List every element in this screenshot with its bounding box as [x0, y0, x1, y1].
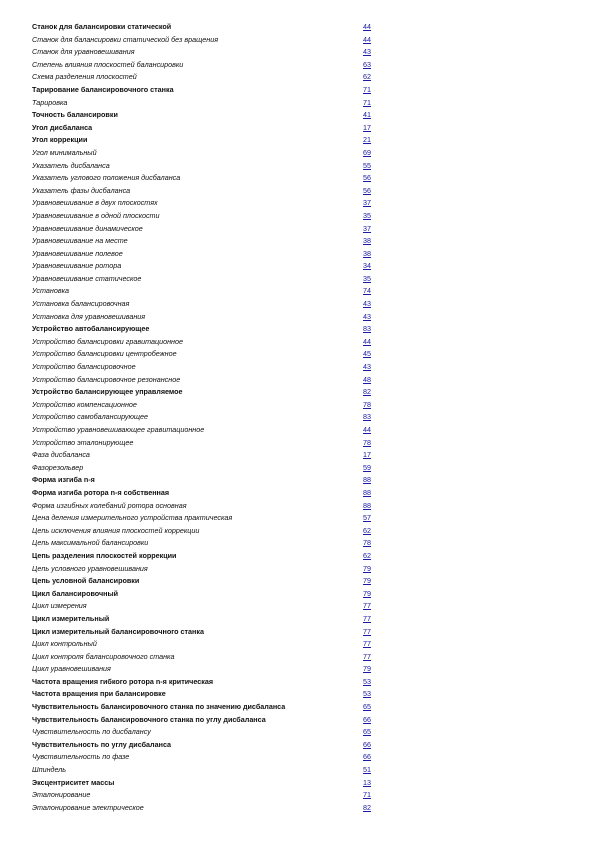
- index-term: Чувствительность балансировочного станка по углу дисбаланса: [32, 714, 266, 724]
- index-term: Цикл измерительный: [32, 613, 110, 623]
- index-term: Фазорезольвер: [32, 462, 84, 472]
- index-entry: [32, 588, 377, 601]
- page-number-link[interactable]: 71: [363, 84, 371, 94]
- index-entry: [32, 789, 377, 802]
- page-number-link[interactable]: 38: [363, 236, 371, 246]
- index-entry: [32, 97, 377, 110]
- index-term: Устройство уравновешивающее гравитационное: [32, 425, 205, 434]
- index-entry: [32, 323, 377, 336]
- page-number-link[interactable]: 35: [363, 210, 371, 220]
- page-number-link[interactable]: 78: [363, 399, 371, 409]
- index-entry: [32, 512, 377, 525]
- index-entry: [32, 802, 377, 815]
- index-entry: [32, 185, 377, 198]
- index-entry: [32, 626, 377, 639]
- index-term: Устройство эталонирующее: [32, 437, 134, 447]
- index-term: Тарировка: [32, 97, 68, 107]
- page-number-link[interactable]: 83: [363, 324, 371, 334]
- index-entry: [32, 714, 377, 727]
- page-number-link[interactable]: 62: [363, 550, 371, 560]
- index-entry: [32, 59, 377, 72]
- index-entry: [32, 84, 377, 97]
- index-term: Точность балансировки: [32, 110, 118, 120]
- index-entry: [32, 676, 377, 689]
- index-entry: [32, 726, 377, 739]
- index-entry: [32, 550, 377, 563]
- index-term: Цикл измерительный балансировочного станка: [32, 626, 204, 636]
- index-entry: [32, 122, 377, 135]
- index-entry: [32, 764, 377, 777]
- index-list: [32, 21, 377, 814]
- page-number-link[interactable]: 44: [363, 336, 371, 346]
- index-term: Устройство компенсационное: [32, 399, 137, 409]
- index-entry: [32, 474, 377, 487]
- index-entry: [32, 260, 377, 273]
- index-entry: [32, 777, 377, 790]
- index-entry: [32, 411, 377, 424]
- index-entry: [32, 210, 377, 223]
- index-term: Эталонирование электрическое: [32, 802, 144, 812]
- page-number-link[interactable]: 71: [363, 97, 371, 107]
- page-number-link[interactable]: 57: [363, 513, 371, 523]
- page-number-link[interactable]: 88: [363, 475, 371, 485]
- index-term: Установка балансировочная: [32, 299, 130, 309]
- page-number-link[interactable]: 62: [363, 72, 371, 82]
- index-entry: [32, 525, 377, 538]
- page-number-link[interactable]: 21: [363, 135, 371, 145]
- index-entry: [32, 424, 377, 437]
- index-term: Указатель фазы дисбаланса: [32, 185, 131, 195]
- index-term: Угол дисбаланса: [32, 122, 93, 132]
- index-term: Устройство балансировки центробежное: [32, 349, 177, 359]
- index-entry: [32, 34, 377, 47]
- index-term: Цикл балансировочный: [32, 588, 119, 598]
- index-term: Уравновешивание на месте: [32, 236, 128, 246]
- index-term: Эталонирование: [32, 790, 91, 800]
- page-number-link[interactable]: 38: [363, 248, 371, 258]
- page-number-link[interactable]: 17: [363, 122, 371, 132]
- index-entry: [32, 688, 377, 701]
- index-term: Угол коррекции: [32, 135, 88, 145]
- index-entry: [32, 399, 377, 412]
- index-entry: [32, 600, 377, 613]
- page-number-link[interactable]: 79: [363, 563, 371, 573]
- page-number-link[interactable]: 71: [363, 790, 371, 800]
- page-number-link[interactable]: 17: [363, 450, 371, 460]
- page-number-link[interactable]: 69: [363, 147, 371, 157]
- page-number-link[interactable]: 37: [363, 223, 371, 233]
- index-term: Устройство балансировки гравитационное: [32, 336, 183, 346]
- index-term: Станок для уравновешивания: [32, 47, 135, 57]
- page-number-link[interactable]: 56: [363, 185, 371, 195]
- page-number-link[interactable]: 83: [363, 412, 371, 422]
- page-number-link[interactable]: 66: [363, 714, 371, 724]
- index-entry: [32, 638, 377, 651]
- index-term: Уравновешивание динамическое: [32, 223, 143, 233]
- index-term: Чувствительность по дисбалансу: [32, 727, 151, 737]
- index-entry: [32, 739, 377, 752]
- index-entry: [32, 462, 377, 475]
- index-entry: [32, 361, 377, 374]
- page-number-link[interactable]: 62: [363, 525, 371, 535]
- index-term: Цепь разделения плоскостей коррекции: [32, 550, 177, 560]
- page-number-link[interactable]: 78: [363, 437, 371, 447]
- page-number-link[interactable]: 79: [363, 588, 371, 598]
- index-entry: [32, 223, 377, 236]
- page-number-link[interactable]: 44: [363, 425, 371, 434]
- index-entry: [32, 449, 377, 462]
- index-entry: [32, 197, 377, 210]
- page-number-link[interactable]: 78: [363, 538, 371, 548]
- page-number-link[interactable]: 53: [363, 689, 371, 699]
- page-number-link[interactable]: 77: [363, 639, 371, 649]
- index-entry: [32, 21, 377, 34]
- index-term: Чувствительность по углу дисбаланса: [32, 739, 172, 749]
- index-term: Указатель углового положения дисбаланса: [32, 173, 181, 183]
- page-number-link[interactable]: 44: [363, 22, 371, 31]
- index-term: Цикл уравновешивания: [32, 664, 111, 674]
- page-number-link[interactable]: 65: [363, 727, 371, 737]
- page-number-link[interactable]: 44: [363, 34, 371, 44]
- page-number-link[interactable]: 43: [363, 362, 371, 372]
- index-term: Тарирование балансировочного станка: [32, 84, 174, 94]
- page-number-link[interactable]: 77: [363, 651, 371, 661]
- page-number-link[interactable]: 41: [363, 110, 371, 120]
- index-term: Цена деления измерительного устройства практическая: [32, 513, 233, 523]
- index-entry: [32, 437, 377, 450]
- index-entry: [32, 235, 377, 248]
- index-term: Уравновешивание ротора: [32, 261, 122, 271]
- page-number-link[interactable]: 79: [363, 664, 371, 674]
- index-term: Цепь исключения влияния плоскостей коррекции: [32, 525, 200, 535]
- index-term: Станок для балансировки статической без вращения: [32, 34, 219, 44]
- index-term: Схема разделения плоскостей: [32, 72, 137, 82]
- page-number-link[interactable]: 66: [363, 739, 371, 749]
- index-term: Форма изгибных колебаний ротора основная: [32, 500, 187, 510]
- page-number-link[interactable]: 59: [363, 462, 371, 472]
- index-term: Устройство балансировочное: [32, 362, 136, 372]
- index-term: Цикл измерения: [32, 601, 87, 611]
- index-term: Фаза дисбаланса: [32, 450, 90, 460]
- page-number-link[interactable]: 88: [363, 487, 371, 497]
- page-number-link[interactable]: 56: [363, 173, 371, 183]
- index-term: Указатель дисбаланса: [32, 160, 110, 170]
- index-entry: [32, 386, 377, 399]
- page-number-link[interactable]: 77: [363, 626, 371, 636]
- index-entry: [32, 751, 377, 764]
- index-entry: [32, 46, 377, 59]
- page-number-link[interactable]: 13: [363, 777, 371, 787]
- index-entry: [32, 348, 377, 361]
- index-term: Чувствительность балансировочного станка по значению дисбаланса: [32, 702, 286, 712]
- index-entry: [32, 248, 377, 261]
- page-number-link[interactable]: 37: [363, 198, 371, 208]
- page-number-link[interactable]: 53: [363, 676, 371, 686]
- index-term: Устройство балансирующее управляемое: [32, 387, 183, 397]
- index-entry: [32, 613, 377, 626]
- page-number-link[interactable]: 88: [363, 500, 371, 510]
- index-entry: [32, 575, 377, 588]
- index-term: Устройство балансировочное резонансное: [32, 374, 181, 384]
- index-term: Уравновешивание полевое: [32, 248, 123, 258]
- page-number-link[interactable]: 48: [363, 374, 371, 384]
- page-number-link[interactable]: 65: [363, 702, 371, 712]
- index-entry: [32, 701, 377, 714]
- page-number-link[interactable]: 82: [363, 387, 371, 397]
- page-number-link[interactable]: 45: [363, 349, 371, 359]
- index-term: Форма изгиба n-я: [32, 475, 95, 485]
- index-entry: [32, 663, 377, 676]
- index-term: Шпиндель: [32, 765, 67, 775]
- index-term: Угол минимальный: [32, 147, 97, 157]
- page-number-link[interactable]: 55: [363, 160, 371, 170]
- index-term: Уравновешивание в двух плоскостях: [32, 198, 158, 208]
- index-term: Частота вращения при балансировке: [32, 689, 166, 699]
- index-term: Степень влияния плоскостей балансировки: [32, 59, 184, 69]
- index-entry: [32, 651, 377, 664]
- index-entry: [32, 285, 377, 298]
- index-entry: [32, 537, 377, 550]
- index-term: Устройство самобалансирующее: [32, 412, 149, 422]
- index-term: Цикл контроля балансировочного станка: [32, 651, 175, 661]
- index-entry: [32, 500, 377, 513]
- index-entry: [32, 147, 377, 160]
- index-entry: [32, 311, 377, 324]
- index-entry: [32, 374, 377, 387]
- index-term: Цепь условной балансировки: [32, 576, 140, 586]
- page-number-link[interactable]: 35: [363, 273, 371, 283]
- index-term: Форма изгиба ротора n-я собственная: [32, 487, 170, 497]
- page-number-link[interactable]: 43: [363, 47, 371, 57]
- index-entry: [32, 563, 377, 576]
- page-number-link[interactable]: 79: [363, 576, 371, 586]
- index-entry: [32, 273, 377, 286]
- index-term: Цепь условного уравновешивания: [32, 563, 148, 573]
- index-term: Уравновешивание статическое: [32, 273, 142, 283]
- index-term: Цепь максимальной балансировки: [32, 538, 149, 548]
- page-number-link[interactable]: 43: [363, 299, 371, 309]
- page-number-link[interactable]: 77: [363, 601, 371, 611]
- index-term: Эксцентриситет массы: [32, 777, 115, 787]
- page-number-link[interactable]: 74: [363, 286, 371, 296]
- page-number-link[interactable]: 82: [363, 802, 371, 812]
- index-entry: [32, 109, 377, 122]
- index-entry: [32, 71, 377, 84]
- index-entry: [32, 172, 377, 185]
- index-term: Устройство автобалансирующее: [32, 324, 150, 334]
- page-number-link[interactable]: 51: [363, 765, 371, 775]
- index-term: Станок для балансировки статической: [32, 22, 172, 31]
- index-term: Установка для уравновешивания: [32, 311, 146, 321]
- page-number-link[interactable]: 77: [363, 613, 371, 623]
- page-number-link[interactable]: 66: [363, 752, 371, 762]
- index-term: Частота вращения гибкого ротора n-я критическая: [32, 676, 214, 686]
- index-entry: [32, 134, 377, 147]
- index-entry: [32, 298, 377, 311]
- index-term: Установка: [32, 286, 70, 296]
- index-entry: [32, 487, 377, 500]
- page-number-link[interactable]: 63: [363, 59, 371, 69]
- page-number-link[interactable]: 34: [363, 261, 371, 271]
- index-entry: [32, 336, 377, 349]
- index-term: Цикл контрольный: [32, 639, 97, 649]
- index-term: Чувствительность по фазе: [32, 752, 130, 762]
- index-term: Уравновешивание в одной плоскости: [32, 210, 160, 220]
- page-number-link[interactable]: 43: [363, 311, 371, 321]
- index-entry: [32, 160, 377, 173]
